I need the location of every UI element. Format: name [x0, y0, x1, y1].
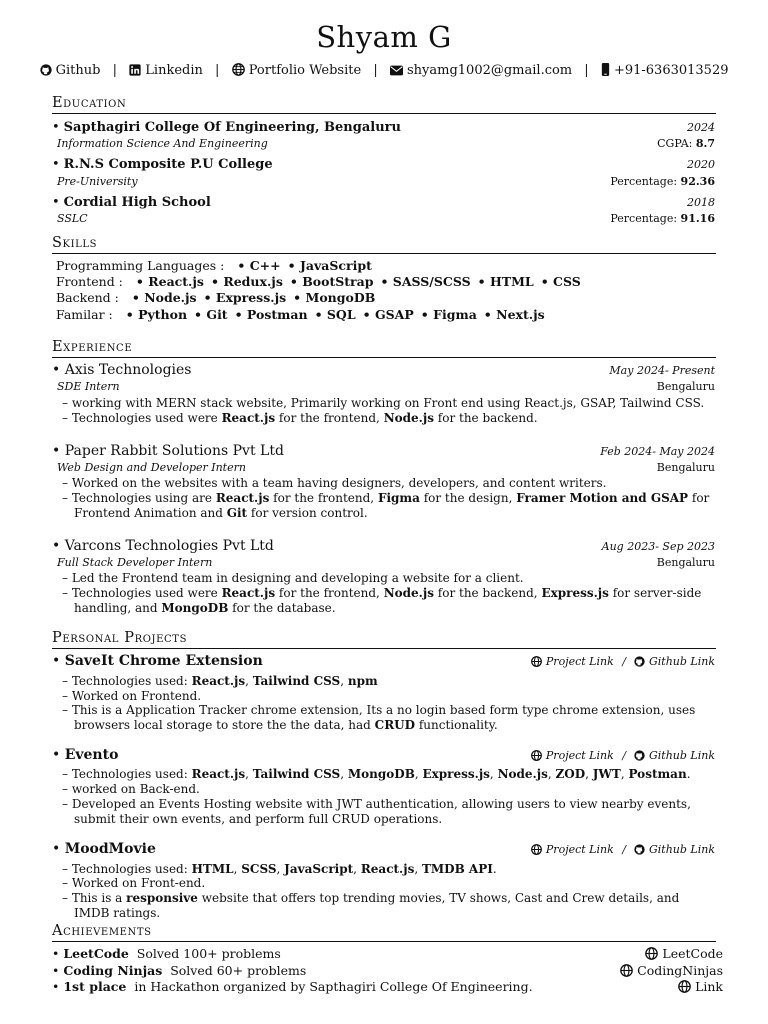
education-school: • Cordial High School: [52, 195, 211, 210]
skill-category: Familar :: [56, 307, 113, 322]
skill-item: • HTML: [477, 274, 534, 289]
job-bullet: – Technologies using are React.js for the frontend, Figma for the design, Framer Motion and GSAP for Frontend Animation and Git for version control.: [62, 491, 710, 520]
github-link[interactable]: Github Link: [634, 655, 715, 668]
contact-email-link[interactable]: shyamg1002@gmail.com: [386, 63, 577, 78]
skill-item: • SASS/SCSS: [380, 274, 471, 289]
envelope-icon: [390, 64, 403, 82]
project-links: Project Link / Github Link: [531, 843, 715, 859]
achievement-link[interactable]: CodingNinjas: [620, 963, 723, 981]
contact-github-link[interactable]: Github: [40, 63, 105, 78]
project-link[interactable]: Project Link: [531, 749, 613, 762]
skill-row: [56, 258, 372, 274]
linkedin-icon: [129, 64, 141, 82]
skill-item: • C++: [237, 258, 281, 273]
github-icon: [634, 844, 645, 859]
skill-row: [56, 274, 581, 290]
contact-linkedin-link[interactable]: Linkedin: [125, 63, 207, 78]
education-score: Percentage: 92.36: [610, 175, 715, 188]
education-year: 2018: [687, 196, 715, 209]
project-bullet: – worked on Back-end.: [62, 782, 200, 796]
achievement-link[interactable]: LeetCode: [645, 946, 723, 964]
job-date: Aug 2023- Sep 2023: [601, 540, 715, 553]
skill-item: • Postman: [234, 307, 308, 322]
job-bullet: – Technologies used were React.js for the frontend, Node.js for the backend, Express.js for server-side handling, and MongoDB for the database.: [62, 586, 702, 615]
project-bullet: – Developed an Events Hosting website with JWT authentication, allowing users to view nearby events, submit their own events, and perform full CRUD operations.: [62, 797, 691, 826]
globe-icon: [678, 980, 691, 997]
globe-icon: [531, 656, 542, 671]
company-name: • Paper Rabbit Solutions Pvt Ltd: [52, 443, 284, 459]
skill-item: • MongoDB: [293, 290, 376, 305]
skill-item: • JavaScript: [287, 258, 372, 273]
contact-bar: Github | Linkedin | Portfolio Website | shyamg1002@gmail.com | +91-6363013529: [0, 62, 768, 82]
project-bullet: – This is a Application Tracker chrome extension, Its a no login based form type chrome extension, uses browsers local storage to store the the data, had CRUD functionality.: [62, 703, 696, 732]
project-link[interactable]: Project Link: [531, 843, 613, 856]
achievement-link[interactable]: Link: [678, 979, 723, 997]
github-link[interactable]: Github Link: [634, 843, 715, 856]
project-link[interactable]: Project Link: [531, 655, 613, 668]
skill-item: • Redux.js: [210, 274, 283, 289]
project-bullet: – Technologies used: React.js, Tailwind CSS, npm: [62, 674, 378, 688]
globe-icon: [232, 63, 245, 82]
project-title: • Evento: [52, 747, 119, 763]
education-year: 2024: [687, 121, 715, 134]
project-title: • SaveIt Chrome Extension: [52, 653, 263, 669]
project-bullet: – Technologies used: HTML, SCSS, JavaScript, React.js, TMDB API.: [62, 862, 497, 876]
skill-category: Programming Languages :: [56, 258, 225, 273]
job-date: Feb 2024- May 2024: [600, 445, 715, 458]
project-links: Project Link / Github Link: [531, 749, 715, 765]
job-date: May 2024- Present: [609, 364, 715, 377]
project-bullet: – Worked on Front-end.: [62, 876, 206, 890]
globe-icon: [645, 947, 658, 964]
skill-item: • Git: [194, 307, 228, 322]
skill-item: • Node.js: [131, 290, 197, 305]
skill-item: • Python: [125, 307, 188, 322]
project-bullet: – Worked on Frontend.: [62, 689, 202, 703]
github-icon: [634, 750, 645, 765]
job-location: Bengaluru: [656, 461, 715, 474]
projects-heading: Personal Projects: [52, 629, 716, 649]
github-icon: [634, 656, 645, 671]
skill-item: • Next.js: [483, 307, 545, 322]
experience-heading: Experience: [52, 338, 716, 358]
achievement-item: • Coding Ninjas Solved 60+ problems: [52, 963, 307, 978]
globe-icon: [531, 750, 542, 765]
education-score: Percentage: 91.16: [610, 212, 715, 225]
company-name: • Axis Technologies: [52, 362, 192, 378]
education-heading: Education: [52, 94, 716, 114]
skills-heading: Skills: [52, 234, 716, 254]
phone-icon: [601, 63, 610, 82]
skill-row: [56, 290, 375, 306]
company-name: • Varcons Technologies Pvt Ltd: [52, 538, 274, 554]
globe-icon: [620, 964, 633, 981]
skill-category: Backend :: [56, 290, 119, 305]
project-bullet: – Technologies used: React.js, Tailwind CSS, MongoDB, Express.js, Node.js, ZOD, JWT, Postman.: [62, 767, 691, 781]
github-link[interactable]: Github Link: [634, 749, 715, 762]
project-links: Project Link / Github Link: [531, 655, 715, 671]
education-program: SSLC: [57, 212, 88, 225]
education-year: 2020: [687, 158, 715, 171]
skill-item: • Express.js: [203, 290, 287, 305]
job-location: Bengaluru: [656, 380, 715, 393]
achievement-item: • 1st place in Hackathon organized by Sapthagiri College Of Engineering.: [52, 979, 533, 994]
job-bullet: – Led the Frontend team in designing and developing a website for a client.: [62, 571, 524, 585]
skill-item: • SQL: [314, 307, 356, 322]
contact-phone-link[interactable]: +91-6363013529: [597, 63, 729, 78]
github-icon: [40, 64, 52, 82]
job-bullet: – Worked on the websites with a team having designers, developers, and content writers.: [62, 476, 607, 490]
education-program: Pre-University: [57, 175, 138, 188]
education-score: CGPA: 8.7: [657, 137, 715, 150]
job-bullet: – working with MERN stack website, Primarily working on Front end using React.js, GSAP, Tailwind CSS.: [62, 396, 705, 410]
contact-portfolio-link[interactable]: Portfolio Website: [227, 63, 365, 78]
candidate-name: Shyam G: [316, 20, 452, 54]
skill-category: Frontend :: [56, 274, 123, 289]
job-role: SDE Intern: [57, 380, 120, 393]
education-school: • Sapthagiri College Of Engineering, Bengaluru: [52, 120, 401, 135]
achievements-heading: Achievements: [52, 922, 716, 942]
skill-item: • Figma: [420, 307, 477, 322]
skill-row: [56, 307, 545, 323]
job-bullet: – Technologies used were React.js for the frontend, Node.js for the backend.: [62, 411, 538, 425]
education-program: Information Science And Engineering: [57, 137, 268, 150]
globe-icon: [531, 844, 542, 859]
project-title: • MoodMovie: [52, 841, 156, 857]
project-bullet: – This is a responsive website that offers top trending movies, TV shows, Cast and Crew details, and IMDB ratings.: [62, 891, 680, 920]
achievement-item: • LeetCode Solved 100+ problems: [52, 946, 281, 961]
education-school: • R.N.S Composite P.U College: [52, 157, 273, 172]
skill-item: • BootStrap: [289, 274, 374, 289]
skill-item: • CSS: [540, 274, 581, 289]
job-role: Full Stack Developer Intern: [57, 556, 213, 569]
job-location: Bengaluru: [656, 556, 715, 569]
skill-item: • React.js: [135, 274, 204, 289]
job-role: Web Design and Developer Intern: [57, 461, 246, 474]
skill-item: • GSAP: [362, 307, 414, 322]
